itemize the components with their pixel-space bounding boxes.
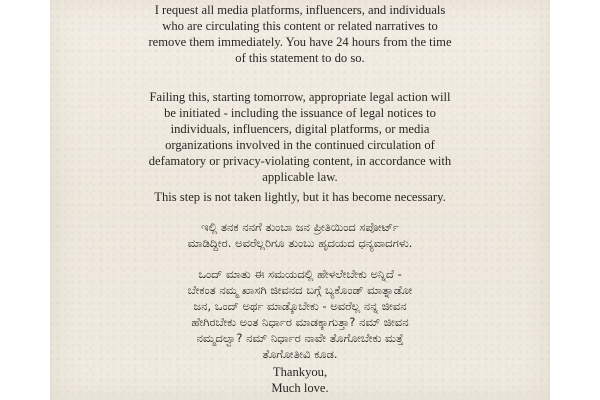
text-line: applicable law. <box>262 170 338 184</box>
text-line: ಇಲ್ಲಿ ತನಕ ನನಗೆ ತುಂಬಾ ಜನ ಪ್ರೀತಿಯಿಂದ ಸಪೋರ್ಟ್ <box>201 220 399 234</box>
text-line: Failing this, starting tomorrow, appropriate legal action will <box>149 90 451 104</box>
text-line: ತೊಗೋತೀವಿ ಕೂಡ. <box>262 347 338 361</box>
text-line: remove them immediately. You have 24 hours from the time <box>148 35 452 49</box>
signoff-love: Much love. <box>271 381 329 395</box>
text-line: organizations involved in the continued circulation of <box>165 138 435 152</box>
text-line: of this statement to do so. <box>235 51 365 65</box>
text-line: ಜನ, ಒಂದ್ ಅರ್ಥ ಮಾಡ್ಕೊಬೇಕು - ಅವರೆಲ್ಲ ನನ್ನ ಜೀವನ <box>193 299 407 313</box>
text-line: who are circulating this content or related narratives to <box>162 19 438 33</box>
paragraph-necessity <box>50 189 550 205</box>
text-line: ಬೇಕಂತ ನಮ್ಮ ಖಾಸಗಿ ಜೀವನದ ಬಗ್ಗೆ ಬ್ಯಕೊಂಡ್ ಮಾತ್ನಾಡೋ <box>187 283 413 297</box>
text-line: I request all media platforms, influencers, and individuals <box>154 3 446 17</box>
text-line: ಹೇಗಿರಬೇಕು ಅಂತ ನಿರ್ಧಾರ ಮಾಡಕ್ಕಾಗುತ್ತಾ? ನಮ್ ಜೀವನ <box>191 315 409 329</box>
paragraph-kannada-thanks <box>50 219 550 251</box>
paragraph-legal-action <box>50 89 550 185</box>
signoff-thanks: Thankyou, <box>272 365 328 379</box>
statement-page <box>50 0 550 400</box>
text-line: ನಮ್ಮದಲ್ವಾ? ನಮ್ ನಿರ್ಧಾರ ನಾವೇ ತೊಗೋಬೇಕು ಮತ್ತೆ <box>196 331 404 345</box>
paragraph-kannada-message <box>50 266 550 362</box>
text-line: defamatory or privacy-violating content, in accordance with <box>148 154 452 168</box>
text-line: ಮಾಡಿದ್ದೀರ. ಅವರೆಲ್ಲರಿಗೂ ತುಂಬು ಹೃದಯದ ಧನ್ಯವಾದಗಳು. <box>187 236 413 250</box>
text-line: This step is not taken lightly, but it has become necessary. <box>154 190 446 204</box>
text-line: be initiated - including the issuance of legal notices to <box>164 106 436 120</box>
text-line: ಒಂದ್ ಮಾತು ಈ ಸಮಯದಲ್ಲಿ ಹೇಳಲೇಬೇಕು ಅನ್ನಿದೆ - <box>198 267 402 281</box>
signoff <box>50 364 550 396</box>
text-line: individuals, influencers, digital platforms, or media <box>170 122 430 136</box>
paragraph-removal-request <box>50 2 550 66</box>
